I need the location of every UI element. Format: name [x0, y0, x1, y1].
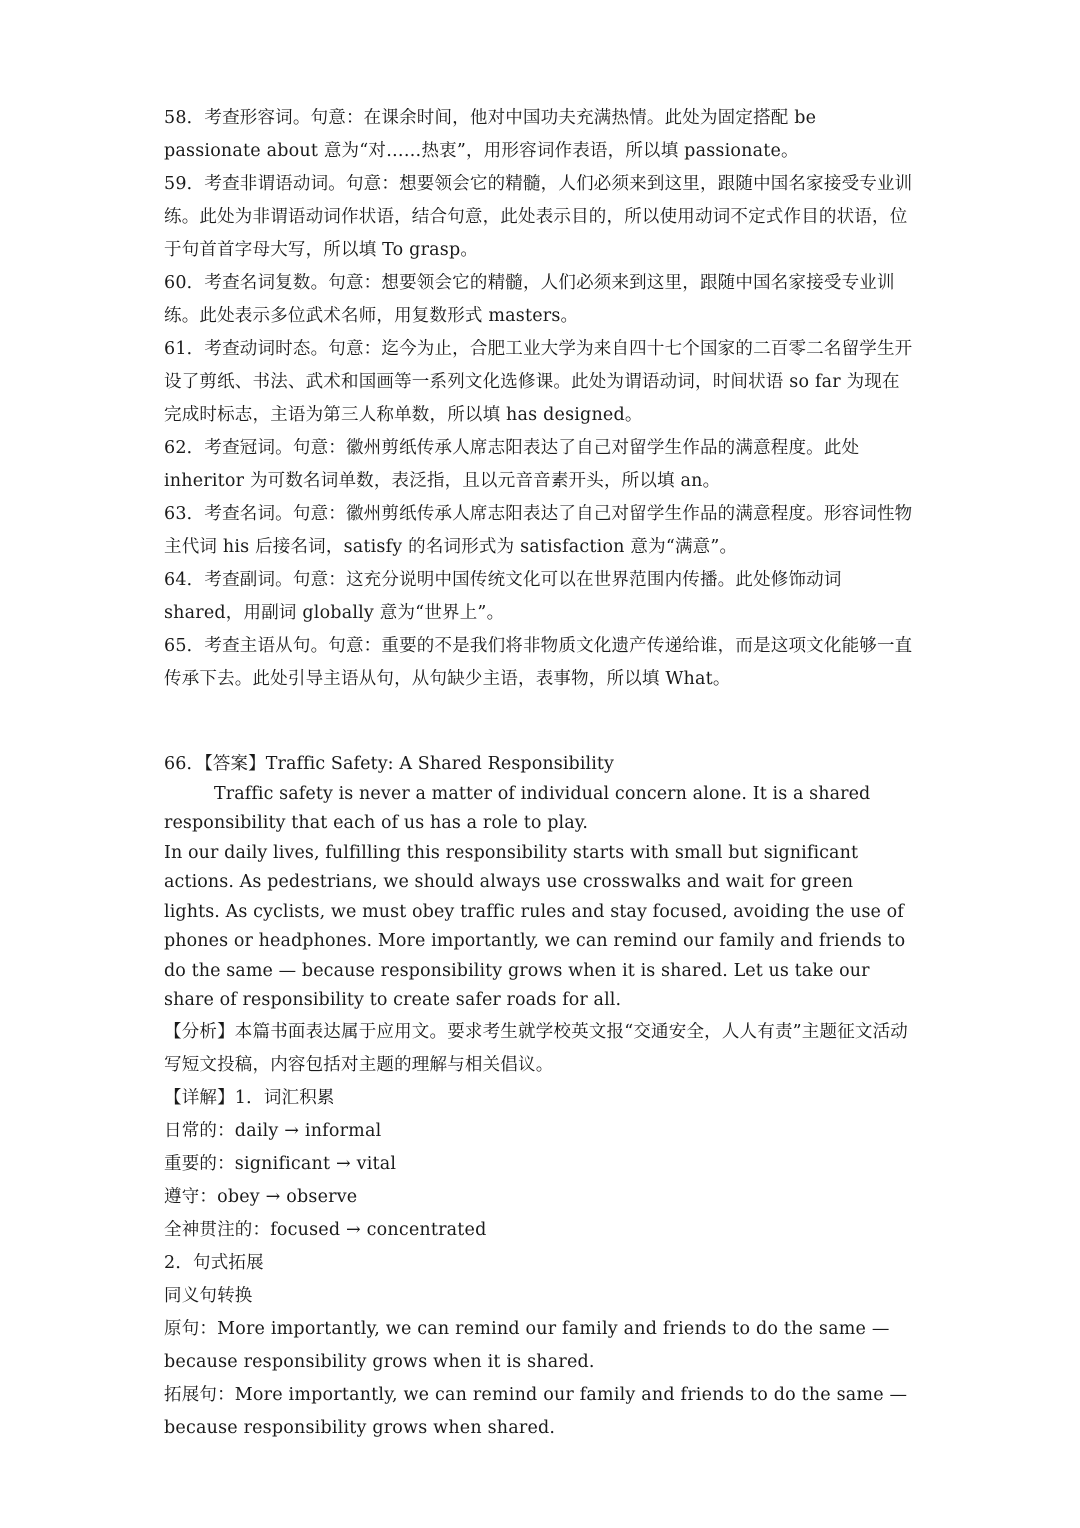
vocab-item-focused: 全神贯注的：focused → concentrated [164, 1219, 487, 1240]
explanation-64: 64．考查副词。句意：这充分说明中国传统文化可以在世界范围内传播。此处修饰动词 shared，用副词 globally 意为“世界上”。 [164, 570, 842, 623]
sentence-expansion-heading: 2．句式拓展 [164, 1252, 264, 1273]
explanation-58: 58．考查形容词。句意：在课余时间，他对中国功夫充满热情。此处为固定搭配 be passionate about 意为“对……热衷”，用形容词作表语，所以填 passionate。 [164, 108, 817, 161]
explanation-63: 63．考查名词。句意：徽州剪纸传承人席志阳表达了自己对留学生作品的满意程度。形容词性物主代词 his 后接名词，satisfy 的名词形式为 satisfaction 意为“满意”。 [164, 504, 913, 557]
analysis-section: 【分析】本篇书面表达属于应用文。要求考生就学校英文报“交通安全，人人有责”主题征文活动写短文投稿，内容包括对主题的理解与相关倡议。 [164, 1021, 908, 1075]
answer-66-paragraph-2: In our daily lives, fulfilling this responsibility starts with small but significant actions. As pedestrians, we should always use crosswalks and wait for green lights. As cyclists, we must obey traffic rules and stay focused, avoiding the use of phones or headphones. More importantly, we can remind our family and friends to do the same — because responsibility grows when it is shared. Let us take our share of responsibility to create safer roads for all. [164, 842, 906, 1010]
explanation-65: 65．考查主语从句。句意：重要的不是我们将非物质文化遗产传递给谁，而是这项文化能够一直传承下去。此处引导主语从句，从句缺少主语，表事物，所以填 What。 [164, 636, 913, 689]
section-gap [164, 696, 914, 750]
vocab-item-obey: 遵守：obey → observe [164, 1186, 358, 1207]
explanation-59: 59．考查非谓语动词。句意：想要领会它的精髓，人们必须来到这里，跟随中国名家接受专业训练。此处为非谓语动词作状语，结合句意，此处表示目的，所以使用动词不定式作目的状语，位于句首首字母大写，所以填 To grasp。 [164, 174, 913, 260]
explanation-61: 61．考查动词时态。句意：迄今为止，合肥工业大学为来自四十七个国家的二百零二名留学生开设了剪纸、书法、武术和国画等一系列文化选修课。此处为谓语动词，时间状语 so far 为现在完成时标志，主语为第三人称单数，所以填 has designed。 [164, 339, 913, 425]
explanation-60: 60．考查名词复数。句意：想要领会它的精髓，人们必须来到这里，跟随中国名家接受专业训练。此处表示多位武术名师，用复数形式 masters。 [164, 273, 895, 326]
details-heading: 【详解】1．词汇积累 [164, 1087, 335, 1108]
vocab-item-significant: 重要的：significant → vital [164, 1153, 397, 1174]
document-page [164, 102, 914, 1445]
original-sentence: 原句：More importantly, we can remind our family and friends to do the same — because responsibility grows when it is shared. [164, 1318, 890, 1372]
answer-66-title: 66．【答案】Traffic Safety: A Shared Responsibility [164, 754, 615, 774]
answer-66-paragraph-1: Traffic safety is never a matter of individual concern alone. It is a shared responsibility that each of us has a role to play. [164, 783, 871, 833]
explanation-62: 62．考查冠词。句意：徽州剪纸传承人席志阳表达了自己对留学生作品的满意程度。此处 inheritor 为可数名词单数，表泛指，且以元音音素开头，所以填 an。 [164, 438, 860, 491]
expanded-sentence: 拓展句：More importantly, we can remind our family and friends to do the same — because responsibility grows when shared. [164, 1384, 908, 1438]
vocab-item-daily: 日常的：daily → informal [164, 1120, 382, 1141]
synonym-conversion-label: 同义句转换 [164, 1285, 253, 1306]
